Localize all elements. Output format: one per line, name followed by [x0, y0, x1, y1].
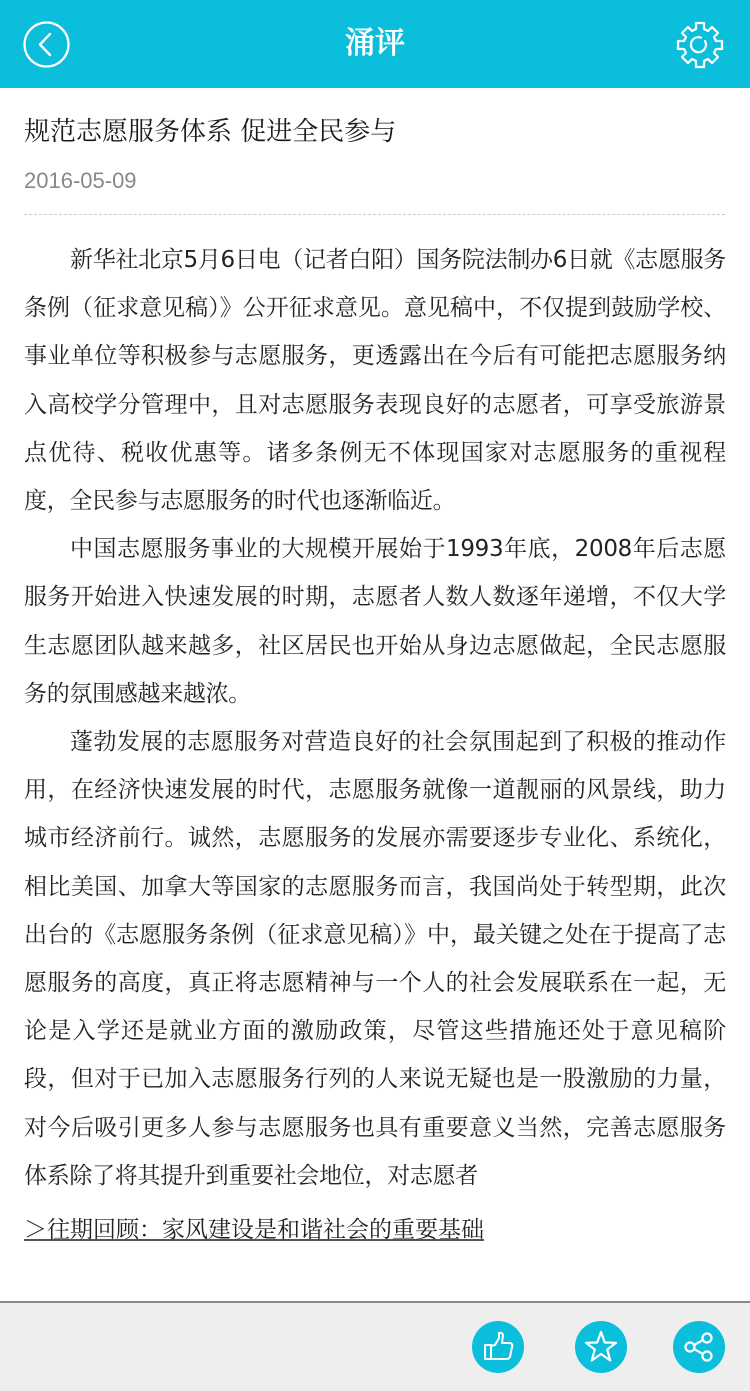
favorite-button[interactable]: [575, 1321, 627, 1373]
like-button[interactable]: [472, 1321, 524, 1373]
settings-button[interactable]: [675, 20, 725, 70]
article-date: 2016-05-09: [24, 168, 137, 193]
article-paragraph: 蓬勃发展的志愿服务对营造良好的社会氛围起到了积极的推动作用，在经济快速发展的时代，志愿服务就像一道靓丽的风景线，助力城市经济前行。诚然，志愿服务的发展亦需要逐步专业化、系统化，相比美国、加拿大等国家的志愿服务而言，我国尚处于转型期，此次出台的《志愿服务条例（征求意见稿）》中，最关键之处在于提高了志愿服务的高度，真正将志愿精神与一个人的社会发展联系在一起，无论是入学还是就业方面的激励政策，尽管这些措施还处于意见稿阶段，但对于已加入志愿服务行列的人来说无疑也是一股激励的力量，对今后吸引更多人参与志愿服务也具有重要意义当然，完善志愿服务体系除了将其提升到重要社会地位，对志愿者: [24, 729, 726, 1189]
gear-icon: [675, 20, 725, 70]
thumbs-up-icon: [472, 1321, 524, 1373]
share-icon: [673, 1321, 725, 1373]
app-header: [0, 0, 750, 88]
star-icon: [575, 1321, 627, 1373]
article-paragraph: 新华社北京5月6日电（记者白阳）国务院法制办6日就《志愿服务条例（征求意见稿）》公开征求意见。意见稿中，不仅提到鼓励学校、事业单位等积极参与志愿服务，更透露出在今后有可能把志愿服务纳入高校学分管理中，且对志愿服务表现良好的志愿者，可享受旅游景点优待、税收优惠等。诸多条例无不体现国家对志愿服务的重视程度，全民参与志愿服务的时代也逐渐临近。: [24, 247, 726, 515]
page-title: 涌评: [345, 26, 405, 61]
bottom-action-bar: [0, 1301, 750, 1391]
article-title: 规范志愿服务体系 促进全民参与: [24, 117, 397, 147]
article-body: [24, 236, 726, 1196]
share-button[interactable]: [673, 1321, 725, 1373]
title-divider: [24, 214, 725, 215]
article-paragraph: 中国志愿服务事业的大规模开展始于1993年底，2008年后志愿服务开始进入快速发展的时期，志愿者人数人数逐年递增，不仅大学生志愿团队越来越多，社区居民也开始从身边志愿做起，全民志愿服务的氛围感越来越浓。: [24, 536, 726, 707]
previous-article-link[interactable]: ＞往期回顾：家风建设是和谐社会的重要基础: [24, 1217, 484, 1243]
